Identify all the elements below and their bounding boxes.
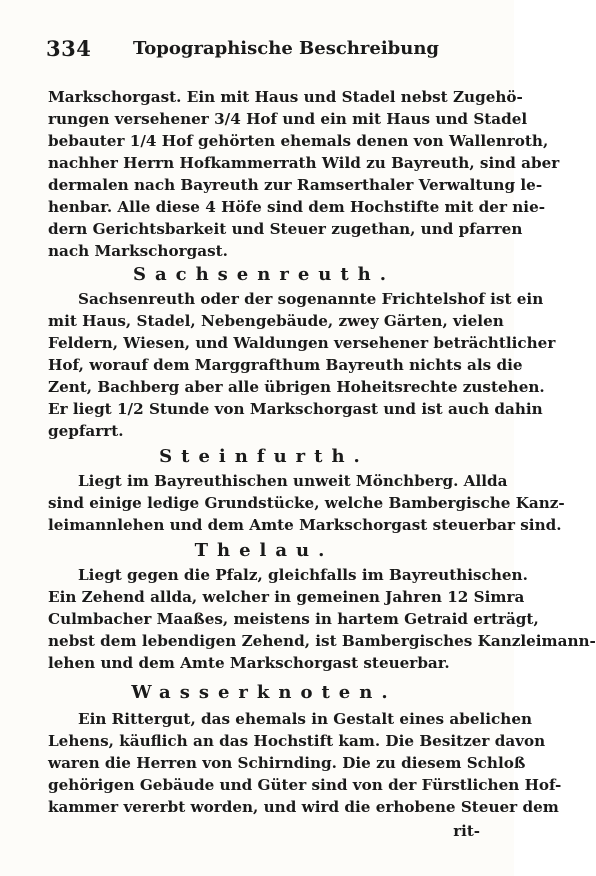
text-line: nach Markschorgast. xyxy=(48,242,228,260)
text-line: bebauter 1/4 Hof gehörten ehemals denen von Wallenroth, xyxy=(48,132,549,150)
text-line: Markschorgast. Ein mit Haus und Stadel nebst Zugehö- xyxy=(48,88,523,106)
text-line: Culmbacher Maaßes, meistens in hartem Getraid erträgt, xyxy=(48,610,539,628)
text-line: nebst dem lebendigen Zehend, ist Bambergisches Kanzleimann- xyxy=(48,632,596,650)
text-line: Hof, worauf dem Marggrafthum Bayreuth nichts als die xyxy=(48,356,523,374)
text-line: Zent, Bachberg aber alle übrigen Hoheitsrechte zustehen. xyxy=(48,378,545,396)
text-line: Ein Rittergut, das ehemals in Gestalt eines abelichen xyxy=(78,710,533,728)
text-line: mit Haus, Stadel, Nebengebäude, zwey Gärten, vielen xyxy=(48,312,504,330)
page-number: 334 xyxy=(46,36,92,61)
text-line: sind einige ledige Grundstücke, welche Bambergische Kanz- xyxy=(48,494,565,512)
text-line: Sachsenreuth oder der sogenannte Frichtelshof ist ein xyxy=(78,290,544,308)
text-line: Ein Zehend allda, welcher in gemeinen Jahren 12 Simra xyxy=(48,588,525,606)
section-heading: Sachsenreuth. xyxy=(132,264,396,285)
section-heading: Steinfurth. xyxy=(159,446,369,467)
section-heading: Thelau. xyxy=(194,540,334,561)
text-line: lehen und dem Amte Markschorgast steuerbar. xyxy=(48,654,450,672)
text-line: leimannlehen und dem Amte Markschorgast steuerbar sind. xyxy=(48,516,562,534)
page-header xyxy=(46,36,486,66)
text-line: dern Gerichtsbarkeit und Steuer zugethan, und pfarren xyxy=(48,220,523,238)
text-line: nachher Herrn Hofkammerrath Wild zu Bayreuth, sind aber xyxy=(48,154,560,172)
catchword: rit- xyxy=(453,822,480,840)
text-line: dermalen nach Bayreuth zur Ramserthaler Verwaltung le- xyxy=(48,176,543,194)
text-line: gehörigen Gebäude und Güter sind von der Fürstlichen Hof- xyxy=(48,776,562,794)
running-title: Topographische Beschreibung xyxy=(132,38,440,59)
section-heading: Wasserknoten. xyxy=(131,682,397,703)
text-line: rungen versehener 3/4 Hof und ein mit Haus und Stadel xyxy=(48,110,528,128)
text-line: Feldern, Wiesen, und Waldungen versehener beträchtlicher xyxy=(48,334,556,352)
text-line: waren die Herren von Schirnding. Die zu diesem Schloß xyxy=(48,754,526,772)
text-line: henbar. Alle diese 4 Höfe sind dem Hochstifte mit der nie- xyxy=(48,198,546,216)
text-line: gepfarrt. xyxy=(48,422,124,440)
text-line: Er liegt 1/2 Stunde von Markschorgast und ist auch dahin xyxy=(48,400,543,418)
text-line: Lehens, käuflich an das Hochstift kam. Die Besitzer davon xyxy=(48,732,546,750)
text-line: Liegt im Bayreuthischen unweit Mönchberg. Allda xyxy=(78,472,508,490)
text-line: Liegt gegen die Pfalz, gleichfalls im Bayreuthischen. xyxy=(78,566,528,584)
text-line: kammer vererbt worden, und wird die erhobene Steuer dem xyxy=(48,798,559,816)
